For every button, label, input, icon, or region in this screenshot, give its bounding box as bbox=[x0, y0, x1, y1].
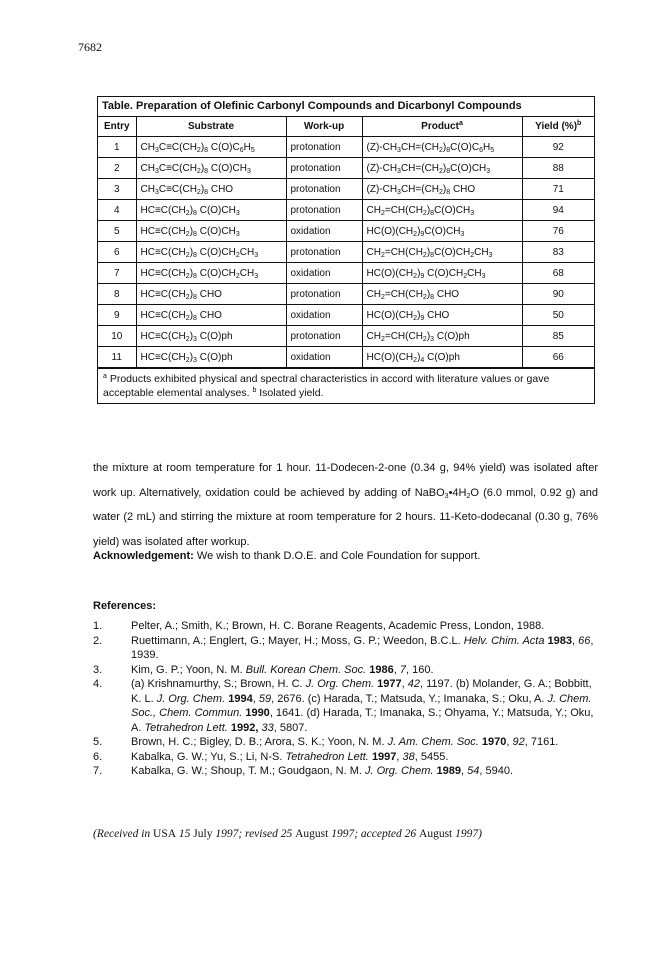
reference-number: 7. bbox=[93, 765, 103, 777]
cell-substrate: $CH_3C\equiv C(CH_2)_8$ CHO bbox=[136, 179, 286, 200]
cell-product: $HC(O)(CH_2)_9$ $C(O)CH_2CH_3$ bbox=[362, 263, 522, 284]
reference-text: (a) Krishnamurthy, S.; Brown, H. C. J. Org. Chem. 1977, 42, 1197. (b) Molander, G. A.; Bobbitt, K. L. J. Org. Chem. 1994, 59, 2676. (c) Harada, T.; Matsuda, Y.; Imanaka, S.; Oku, A. J. Chem. Soc., Chem. Commun. 1990, 1641. (d) Harada, T.; Imanaka, S.; Ohyama, Y.; Matsuda, Y.; Oku, A. Tetrahedron Lett. 1992, 33, 5807. bbox=[131, 678, 594, 734]
reference-text: Kabalka, G. W.; Yu, S.; Li, N-S. Tetrahedron Lett. 1997, 38, 5455. bbox=[131, 750, 449, 763]
reference-number: 2. bbox=[93, 634, 103, 647]
cell-entry: 5 bbox=[98, 221, 136, 242]
table-row bbox=[98, 179, 594, 200]
header-substrate: Substrate bbox=[136, 117, 286, 137]
reference-item bbox=[93, 750, 598, 765]
acknowledgement-text: We wish to thank D.O.E. and Cole Foundation for support. bbox=[196, 550, 481, 562]
cell-workup: protonation bbox=[286, 242, 362, 263]
table-row bbox=[98, 158, 594, 179]
table-footnote: $^a$ Products exhibited physical and spectral characteristics in accord with literature values or gave acceptable elemental analyses. $^b$ Isolated yield. bbox=[98, 368, 594, 403]
table-row bbox=[98, 326, 594, 347]
reference-number: 4. bbox=[93, 678, 103, 690]
cell-substrate: $CH_3C\equiv C(CH_2)_8$ $C(O)C_6H_5$ bbox=[136, 137, 286, 158]
cell-product: $HC(O)(CH_2)_9$ CHO bbox=[362, 305, 522, 326]
reference-number: 6. bbox=[93, 750, 103, 763]
cell-workup: protonation bbox=[286, 158, 362, 179]
data-table bbox=[98, 117, 594, 368]
reference-item bbox=[93, 764, 598, 779]
cell-workup: oxidation bbox=[286, 221, 362, 242]
table-header-row bbox=[98, 117, 594, 137]
cell-workup: oxidation bbox=[286, 347, 362, 368]
reference-item bbox=[93, 619, 598, 634]
reference-text: Ruettimann, A.; Englert, G.; Mayer, H.; Moss, G. P.; Weedon, B.C.L. Helv. Chim. Acta 1983, 66, 1939. bbox=[131, 634, 594, 661]
cell-workup: oxidation bbox=[286, 263, 362, 284]
reference-text: Kim, G. P.; Yoon, N. M. Bull. Korean Chem. Soc. 1986, 7, 160. bbox=[131, 663, 434, 676]
body-paragraph: the mixture at room temperature for 1 hour. 11-Dodecen-2-one (0.34 g, 94% yield) was isolated after work up. Alternatively, oxidation could be achieved by adding of $NaBO_3•4H_2O$ (6.0 mmol, 0.92 g) and water (2 mL) and stirring the mixture at room temperature for 2 hours. 11-Keto-dodecanal (0.30 g, 76% yield) was isolated after workup. bbox=[93, 462, 598, 548]
reference-item bbox=[93, 634, 598, 663]
cell-substrate: $HC\equiv C(CH_2)_3$ C(O)ph bbox=[136, 347, 286, 368]
cell-entry: 7 bbox=[98, 263, 136, 284]
cell-entry: 1 bbox=[98, 137, 136, 158]
cell-product: $CH_2=CH(CH_2)_8$ CHO bbox=[362, 284, 522, 305]
header-yield: Yield (%)$^b$ bbox=[522, 117, 594, 137]
cell-entry: 3 bbox=[98, 179, 136, 200]
references-list bbox=[93, 619, 598, 779]
page-number: 7682 bbox=[78, 40, 102, 54]
header-entry: Entry bbox=[98, 117, 136, 137]
cell-substrate: $HC\equiv C(CH_2)_3$ C(O)ph bbox=[136, 326, 286, 347]
cell-workup: protonation bbox=[286, 179, 362, 200]
cell-entry: 8 bbox=[98, 284, 136, 305]
cell-substrate: $HC\equiv C(CH_2)_8$ $C(O)CH_3$ bbox=[136, 200, 286, 221]
footnote-mark-a: a bbox=[458, 120, 463, 127]
header-product: Product$^a$ bbox=[362, 117, 522, 137]
cell-yield: 88 bbox=[522, 158, 594, 179]
cell-substrate: $CH_3C\equiv C(CH_2)_8$ $C(O)CH_3$ bbox=[136, 158, 286, 179]
results-table bbox=[97, 96, 595, 404]
table-row bbox=[98, 242, 594, 263]
reference-number: 5. bbox=[93, 736, 103, 748]
received-dates: (Received in USA 15 July 1997; revised 25 August 1997; accepted 26 August 1997) bbox=[93, 828, 482, 840]
acknowledgement bbox=[93, 550, 598, 562]
reference-number: 1. bbox=[93, 620, 103, 632]
cell-substrate: $HC\equiv C(CH_2)_8$ $C(O)CH_3$ bbox=[136, 221, 286, 242]
table-row bbox=[98, 284, 594, 305]
cell-entry: 2 bbox=[98, 158, 136, 179]
header-workup: Work-up bbox=[286, 117, 362, 137]
cell-product: $HC(O)(CH_2)_9C(O)CH_3$ bbox=[362, 221, 522, 242]
reference-item bbox=[93, 735, 598, 750]
cell-substrate: $HC\equiv C(CH_2)_8$ $C(O)CH_2CH_3$ bbox=[136, 263, 286, 284]
cell-entry: 4 bbox=[98, 200, 136, 221]
cell-entry: 10 bbox=[98, 326, 136, 347]
references-heading: References: bbox=[93, 600, 156, 612]
table-row bbox=[98, 221, 594, 242]
cell-yield: 85 bbox=[522, 326, 594, 347]
table-row bbox=[98, 137, 594, 158]
table-row bbox=[98, 347, 594, 368]
cell-substrate: $HC\equiv C(CH_2)_8$ $C(O)CH_2CH_3$ bbox=[136, 242, 286, 263]
footnote-mark-b: b bbox=[577, 120, 582, 127]
cell-yield: 71 bbox=[522, 179, 594, 200]
cell-product: $(Z)-CH_3CH=(CH_2)_8C(O)CH_3$ bbox=[362, 158, 522, 179]
cell-yield: 68 bbox=[522, 263, 594, 284]
cell-workup: protonation bbox=[286, 326, 362, 347]
cell-product: $CH_2=CH(CH_2)_8C(O)CH_2CH_3$ bbox=[362, 242, 522, 263]
cell-workup: oxidation bbox=[286, 305, 362, 326]
table-row bbox=[98, 200, 594, 221]
table-body bbox=[98, 137, 594, 368]
table-title: Table. Preparation of Olefinic Carbonyl Compounds and Dicarbonyl Compounds bbox=[98, 97, 594, 117]
cell-yield: 76 bbox=[522, 221, 594, 242]
cell-product: $CH_2=CH(CH_2)_8C(O)CH_3$ bbox=[362, 200, 522, 221]
table-row bbox=[98, 305, 594, 326]
cell-product: $(Z)-CH_3CH=(CH_2)_8$ CHO bbox=[362, 179, 522, 200]
cell-yield: 66 bbox=[522, 347, 594, 368]
cell-entry: 6 bbox=[98, 242, 136, 263]
cell-yield: 83 bbox=[522, 242, 594, 263]
cell-workup: protonation bbox=[286, 200, 362, 221]
cell-product: $HC(O)(CH_2)_4$ C(O)ph bbox=[362, 347, 522, 368]
cell-product: $(Z)-CH_3CH=(CH_2)_8C(O)C_6H_5$ bbox=[362, 137, 522, 158]
cell-yield: 50 bbox=[522, 305, 594, 326]
reference-text: Kabalka, G. W.; Shoup, T. M.; Goudgaon, N. M. J. Org. Chem. 1989, 54, 5940. bbox=[131, 765, 513, 777]
cell-yield: 94 bbox=[522, 200, 594, 221]
cell-product: $CH_2=CH(CH_2)_3$ C(O)ph bbox=[362, 326, 522, 347]
reference-item bbox=[93, 663, 598, 678]
table-row bbox=[98, 263, 594, 284]
reference-item bbox=[93, 677, 598, 735]
cell-substrate: $HC\equiv C(CH_2)_8$ CHO bbox=[136, 284, 286, 305]
cell-entry: 9 bbox=[98, 305, 136, 326]
cell-workup: protonation bbox=[286, 284, 362, 305]
cell-yield: 90 bbox=[522, 284, 594, 305]
reference-number: 3. bbox=[93, 663, 103, 676]
reference-text: Pelter, A.; Smith, K.; Brown, H. C. Borane Reagents, Academic Press, London, 1988. bbox=[131, 620, 545, 632]
cell-substrate: $HC\equiv C(CH_2)_8$ CHO bbox=[136, 305, 286, 326]
cell-workup: protonation bbox=[286, 137, 362, 158]
acknowledgement-label: Acknowledgement: bbox=[93, 550, 194, 562]
reference-text: Brown, H. C.; Bigley, D. B.; Arora, S. K.; Yoon, N. M. J. Am. Chem. Soc. 1970, 92, 7161. bbox=[131, 736, 559, 748]
cell-entry: 11 bbox=[98, 347, 136, 368]
cell-yield: 92 bbox=[522, 137, 594, 158]
